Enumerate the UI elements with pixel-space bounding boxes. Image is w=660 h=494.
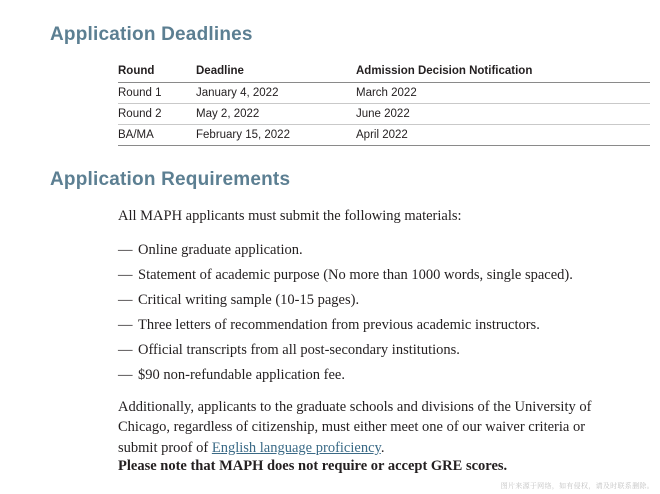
cell-deadline: February 15, 2022 — [196, 125, 356, 146]
cell-round: Round 1 — [118, 83, 196, 104]
cell-notification: June 2022 — [356, 104, 650, 125]
list-item-label: Critical writing sample (10-15 pages). — [138, 291, 360, 308]
list-item-label: Three letters of recommendation from previous academic instructors. — [138, 316, 540, 333]
paragraph-text-before-link: Additionally, applicants to the graduate schools and divisions of the University of Chicago, regardless of citizenship, must either meet one of our waiver criteria or submit proof of — [118, 398, 592, 456]
gre-note-text: Please note that MAPH does not require or accept GRE scores. — [118, 458, 508, 474]
list-item — [118, 290, 618, 311]
table-header-deadline: Deadline — [196, 62, 356, 83]
deadlines-table — [118, 62, 650, 146]
materials-list — [118, 240, 618, 390]
table-row — [118, 104, 650, 125]
em-dash-bullet-icon: — — [118, 341, 133, 358]
english-language-proficiency-link[interactable]: English language proficiency — [211, 439, 381, 456]
list-item — [118, 365, 618, 386]
cell-round: BA/MA — [118, 125, 196, 146]
page-title-application-requirements: Application Requirements — [50, 169, 291, 190]
additional-requirements-paragraph — [118, 397, 620, 459]
page-title-application-deadlines: Application Deadlines — [50, 24, 253, 45]
paragraph-text-after-link: . — [380, 439, 385, 456]
list-item — [118, 315, 618, 336]
cell-deadline: May 2, 2022 — [196, 104, 356, 125]
requirements-intro-text: All MAPH applicants must submit the following materials: — [118, 208, 462, 224]
table-row — [118, 125, 650, 146]
list-item-label: $90 non-refundable application fee. — [138, 366, 345, 383]
cell-notification: April 2022 — [356, 125, 650, 146]
list-item-label: Official transcripts from all post-secondary institutions. — [138, 341, 460, 358]
em-dash-bullet-icon: — — [118, 316, 133, 333]
cell-notification: March 2022 — [356, 83, 650, 104]
em-dash-bullet-icon: — — [118, 266, 133, 283]
watermark-text: 图片来源于网络，如有侵权，请及时联系删除。 — [500, 483, 654, 490]
list-item — [118, 340, 618, 361]
table-row — [118, 83, 650, 104]
em-dash-bullet-icon: — — [118, 242, 133, 258]
cell-deadline: January 4, 2022 — [196, 83, 356, 104]
list-item-label: Statement of academic purpose (No more than 1000 words, single spaced). — [138, 266, 573, 283]
list-item — [118, 240, 618, 261]
em-dash-bullet-icon: — — [118, 291, 133, 308]
table-header-row — [118, 62, 650, 83]
table-header-round: Round — [118, 62, 196, 83]
list-item-label: Online graduate application. — [138, 242, 303, 258]
table-header-notification: Admission Decision Notification — [356, 62, 650, 83]
cell-round: Round 2 — [118, 104, 196, 125]
em-dash-bullet-icon: — — [118, 366, 133, 383]
list-item — [118, 265, 618, 286]
